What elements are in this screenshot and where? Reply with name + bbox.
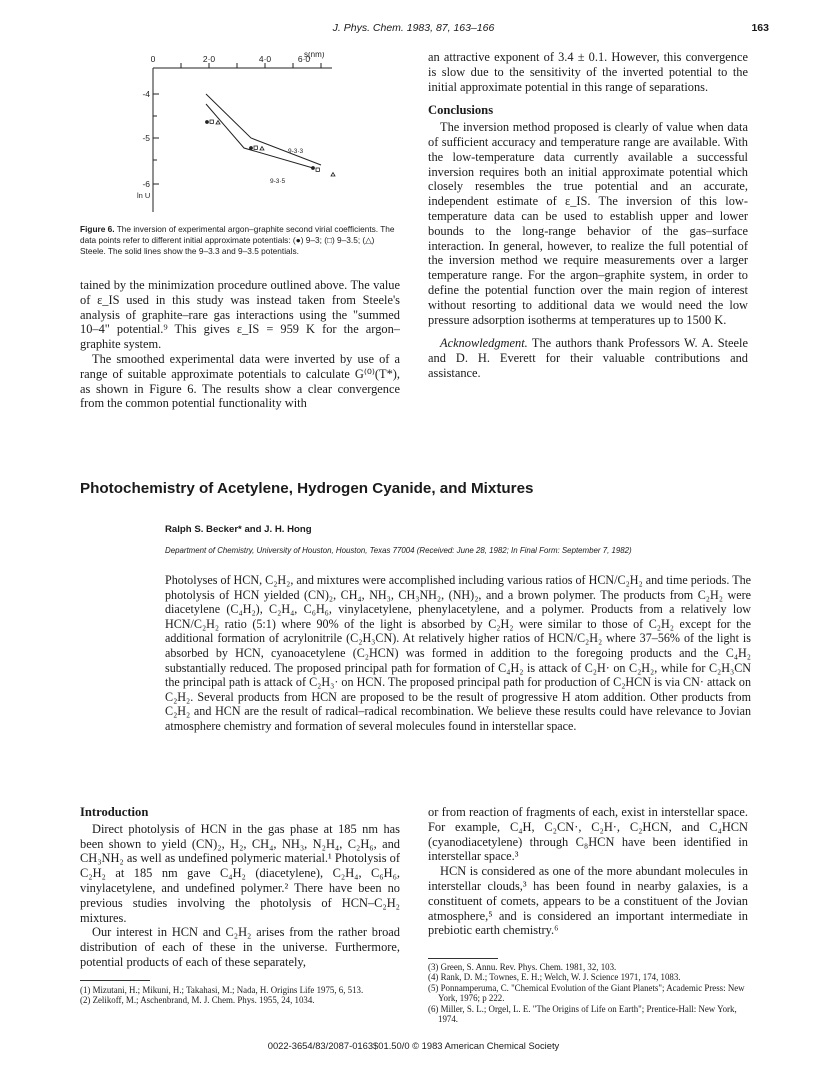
references-left bbox=[80, 985, 400, 1006]
paragraph: tained by the minimization procedure outlined above. The value of ε_IS used in this study was instead taken from Steele's analysis of graphite–rare gas interactions using the "summed 10–4" potential.⁹ This gives ε_IS = 959 K for the argon–graphite system. bbox=[80, 278, 400, 352]
point-9-3-5 bbox=[316, 168, 319, 171]
curve-label: 9-3·5 bbox=[270, 178, 286, 185]
reference: (1) Mizutani, H.; Mikuni, H.; Takahasi, M.; Nada, H. Origins Life 1975, 6, 513. bbox=[80, 985, 364, 995]
running-header bbox=[0, 22, 827, 36]
reference: (2) Zelikoff, M.; Aschenbrand, M. J. Chem. Phys. 1955, 24, 1034. bbox=[80, 995, 315, 1006]
point-steele bbox=[260, 147, 264, 151]
paragraph: Direct photolysis of HCN in the gas phase at 185 nm has been shown to yield (CN)₂, H₂, CH₄, NH₃, N₂H₄, C₂H₆, and CH₃NH₂ as well as undefined polymeric material.¹ Photolysis of C₂H₂ at 185 nm gave C₄H₂ (diacetylene), C₂H₄, C₆H₆, vinylacetylene, and undefined polymer.² There have been no previous studies involving the photolysis of HCN–C₂H₂ mixtures. bbox=[80, 821, 400, 925]
intro-right bbox=[428, 805, 748, 938]
footnote-rule bbox=[428, 958, 498, 959]
intro-left bbox=[80, 805, 400, 970]
figure-6-plot bbox=[80, 52, 400, 214]
point-9-3 bbox=[249, 146, 253, 150]
article-affiliation: Department of Chemistry, University of Houston, Houston, Texas 77004 (Received: June 28, 1982; In Final Form: September 7, 1982) bbox=[165, 546, 632, 555]
y-tick-label: -4 bbox=[142, 89, 150, 99]
x-tick-label: 2·0 bbox=[202, 54, 216, 64]
left-column-top bbox=[80, 278, 400, 411]
point-9-3-5 bbox=[210, 120, 213, 123]
y-tick-label: -5 bbox=[142, 133, 150, 143]
curve-9-3-5 bbox=[206, 104, 313, 168]
journal-citation: J. Phys. Chem. 1983, 87, 163–166 bbox=[332, 22, 495, 34]
acknowledgment bbox=[428, 336, 748, 380]
ack-label: Acknowledgment. bbox=[440, 336, 528, 351]
page-footer: 0022-3654/83/2087-0163$01.50/0 © 1983 American Chemical Society bbox=[267, 1040, 560, 1051]
section-heading-conclusions: Conclusions bbox=[428, 103, 494, 118]
curve-label: 9-3·3 bbox=[288, 148, 304, 155]
ack-text: The authors thank Professors W. A. Steele and D. H. Everett for their valuable contributions and assistance. bbox=[428, 336, 749, 380]
curve-9-3-3 bbox=[206, 94, 321, 165]
figure-caption bbox=[80, 224, 400, 256]
x-tick-label: 0 bbox=[150, 54, 156, 64]
reference: (3) Green, S. Annu. Rev. Phys. Chem. 1981, 32, 103. bbox=[428, 962, 617, 972]
paragraph: HCN is considered as one of the more abundant molecules in interstellar clouds,³ has been found in nearby galaxies, is a constituent of comets, appears to be a constituent of the Jovian atmosphere,⁵ and is considered an important intermediate in prebiotic earth chemistry.⁶ bbox=[428, 864, 748, 938]
abstract: Photolyses of HCN, C₂H₂, and mixtures were accomplished including various ratios of HCN/C₂H₂ and time periods. The photolysis of HCN yielded (CN)₂, CH₄, NH₃, CH₃NH₂, (NH)₂, and a brown polymer. The products from C₂H₂ were diacetylene (C₄H₂), C₂H₄, C₆H₆, vinylacetylene, phenylacetylene, and a polymer. Products from a relatively low HCN/C₂H₂ ratio (5:1) where 90% of the light is absorbed by C₂H₂ were similar to those of C₂H₂ except for the additional formation of acrylonitrile (C₂H₃CN). At relatively higher ratios of HCN/C₂H₂ where 37–56% of the light is absorbed by HCN, cyanoacetylene (C₂HCN) was formed in addition to the foregoing products and the C₄H₂ substantially reduced. The proposed principal path for formation of C₄H₂ is attack of C₂H· on C₂H₂, while for C₂H₃CN the principal path is attack of C₂H₃· on HCN. The proposed principal path for production of C₂HCN is via CN· attack on C₂H₂. Several products from HCN are proposed to be the result of progressive H atom addition. Other products from C₂H₂ and HCN are the result of radical–radical recombination. We believe these results could have relevance to Jovian atmosphere chemistry and formation of several molecules found in interstellar space. bbox=[165, 573, 751, 733]
caption-text: The inversion of experimental argon–graphite second virial coefficients. The data points refer to different initial approximate potentials: (●) 9–3; (□) 9–3.5; (△) Steele. The solid lines show the 9–3.3 and 9–3.5 potentials. bbox=[80, 224, 395, 256]
x-axis-label: s(nm) bbox=[304, 52, 325, 59]
point-steele bbox=[216, 121, 220, 125]
reference: (5) Ponnamperuma, C. "Chemical Evolution of the Giant Planets"; Academic Press: New York, 1976; p 222. bbox=[428, 982, 745, 1004]
reference: (6) Miller, S. L.; Orgel, L. E. "The Origins of Life on Earth"; Prentice-Hall: New York, 1974. bbox=[428, 1003, 737, 1025]
y-axis-label: ln U bbox=[137, 191, 151, 200]
right-column-top bbox=[428, 50, 748, 381]
paragraph: or from reaction of fragments of each, exist in interstellar space. For example, C₄H, C₂CN·, C₂H·, C₂HCN, and C₄HCN (cyanodiacetylene) through C₈HCN have been identified in interstellar space.³ bbox=[428, 805, 748, 864]
article-title: Photochemistry of Acetylene, Hydrogen Cyanide, and Mixtures bbox=[80, 480, 534, 497]
footnote-rule bbox=[80, 980, 150, 981]
figure-6 bbox=[80, 52, 400, 214]
point-steele bbox=[331, 173, 335, 177]
x-tick-label: 4·0 bbox=[258, 54, 272, 64]
caption-label: Figure 6. bbox=[80, 224, 115, 234]
paragraph: an attractive exponent of 3.4 ± 0.1. However, this convergence is slow due to the sensitivity of the inverted potential to the initial approximate potential in this range of separations. bbox=[428, 50, 748, 94]
paragraph: The smoothed experimental data were inverted by use of a range of suitable approximate potentials to calculate G⁽⁰⁾(T*), as shown in Figure 6. The results show a clear convergence from the common potential functionality with bbox=[80, 351, 400, 411]
paragraph: The inversion method proposed is clearly of value when data of sufficient accuracy and temperature range are available. With the low-temperature data currently available a successful inversion requires both an initial approximate potential which closely resembles the true potential and an accurate, independent estimate of ε_IS. The inversion of this low-temperature data can be used to establish upper and lower bounds to the long-range behavior of the gas–surface interaction. In general, however, to realize the full potential of the inversion method we require measurements over a larger temperature range. For the argon–graphite system, in order to define the potential function over the main region of interest without resorting to additional data we would need the low pressure adsorption isotherms at temperatures up to 1500 K. bbox=[428, 120, 748, 327]
section-heading-introduction: Introduction bbox=[80, 805, 149, 819]
y-tick-label: -6 bbox=[142, 179, 150, 189]
reference: (4) Rank, D. M.; Townes, E. H.; Welch, W. J. Science 1971, 174, 1083. bbox=[428, 972, 681, 983]
page-number: 163 bbox=[751, 22, 769, 34]
point-9-3 bbox=[205, 120, 209, 124]
paragraph: Our interest in HCN and C₂H₂ arises from the rather broad distribution of each of these in the universe. Furthermore, potential products of each of these separately, bbox=[80, 925, 400, 969]
point-9-3 bbox=[311, 166, 315, 170]
x-tick-label: 6·0 bbox=[297, 54, 311, 64]
references-right bbox=[428, 962, 748, 1024]
article-authors: Ralph S. Becker* and J. H. Hong bbox=[165, 524, 312, 535]
point-9-3-5 bbox=[254, 146, 257, 149]
